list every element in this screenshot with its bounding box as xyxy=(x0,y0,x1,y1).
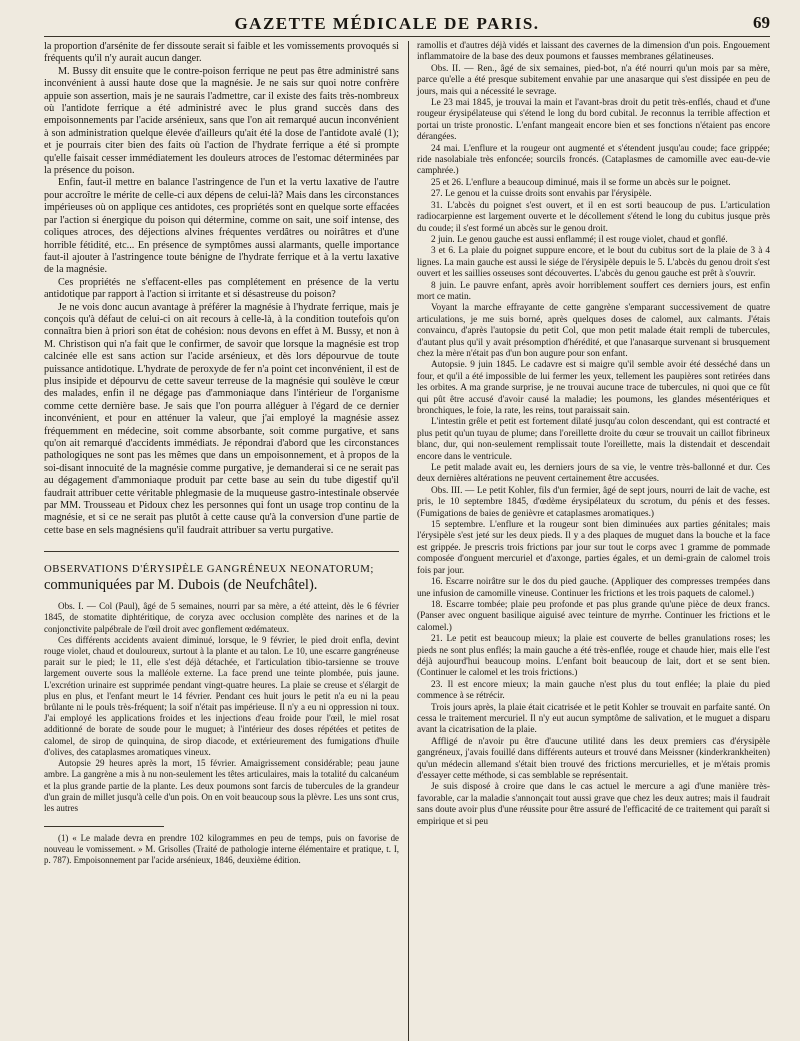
paragraph: Obs. II. — Ren., âgé de six semaines, pied-bot, n'a été nourri qu'un mois par sa mère, parce qu'elle a été presque subitement envahie par une anasarque qui s'est dissipée en peu de jours, mais qui a nécessité le sevrage. xyxy=(417,63,770,97)
left-column xyxy=(44,41,399,866)
paragraph: 23. Il est encore mieux; la main gauche n'est plus du tout enflée; la plaie du pied commence à se rétrécir. xyxy=(417,679,770,702)
paragraph: Ces propriétés ne s'effacent-elles pas complétement en présence de la vertu antidotique par rapport à l'action si irritante et si désastreuse du poison? xyxy=(44,276,399,301)
paragraph: Obs. I. — Col (Paul), âgé de 5 semaines, nourri par sa mère, a été atteint, dès le 6 février 1845, de stomatite diphtéritique, de coryza avec occlusion complète des narines et de la conjonctivite palpébrale de l'œil droit avec gonflement œdémateux. xyxy=(44,601,399,634)
paragraph: 3 et 6. La plaie du poignet suppure encore, et le bout du cubitus sort de la plaie de 3 à 4 lignes. La main gauche est aussi le siége de l'érysipèle depuis le 5. L'abcès du genou droit s'est ouvert et les saillies osseuses sont découvertes. L'abcès du genou gauche est prêt à s'ouvrir. xyxy=(417,246,770,280)
footnote: (1) « Le malade devra en prendre 102 kilogrammes en peu de temps, puis on favorise de nouveau le vomissement. » M. Grisolles (Traité de pathologie interne élémentaire et pratique, t. I, p. 787). Empoisonnement par l'acide arsénieux, 1846, deuxième édition. xyxy=(44,833,399,866)
paragraph: M. Bussy dit ensuite que le contre-poison ferrique ne peut pas être administré sans inconvénient à aussi haute dose que la magnésie. Je ne sais sur quoi notre confrère appuie son assertion, mais je ne saurais l'admettre, car il existe des faits très-nombreux où l'antidote ferrique a été administré avec le plus grand succès dans des empoisonnements par l'acide arsénieux, sans que l'on ait remarqué aucun inconvénient à son administration quelque élevée d'ailleurs qu'ait été la dose de l'antidote avalé (1); et je pourrais citer bien des faits où l'action de l'hydrate ferrique a été si prompte qu'elle faisait cesser immédiatement les douleurs atroces de l'estomac déterminées par la présence du poison. xyxy=(44,65,399,177)
paragraph: 25 et 26. L'enflure a beaucoup diminué, mais il se forme un abcès sur le poignet. xyxy=(431,177,731,188)
paragraph: Trois jours après, la plaie était cicatrisée et le petit Kohler se trouvait en parfaite santé. On cessa le traitement mercuriel. Il n'y eut aucun symptôme de salivation, et le muguet a disparu avant la cicatrisation de la plaie. xyxy=(417,702,770,736)
paragraph: Enfin, faut-il mettre en balance l'astringence de l'un et la vertu laxative de l'autre pour accroître le mérite de celle-ci aux dépens de celui-là? Mais dans les circonstances impérieuses où on applique ces antidotes, ces propriétés sont en quelque sorte effacées par l'action si énergique du poison qui détermine, comme on sait, une soif intense, des coliques atroces, des déjections alvines fréquentes verdâtres ou noirâtres et d'une horrible fétidité, etc... En présence de symptômes aussi alarmants, quelle importance faut-il ajouter à l'astringence toute bénigne de l'hydrate ferrique et à la vertu laxative de la magnésie. xyxy=(44,177,399,276)
paragraph: Autopsie 29 heures après la mort, 15 février. Amaigrissement considérable; peau jaune ambre. La gangrène a mis à nu non-seulement les têtes articulaires, mais la totalité du calcanéum et la plus grande partie de la plante. Les deux poumons sont farcis de tubercules de la grandeur d'un grain de millet jusqu'à celle d'un pois. On en voit beaucoup sous la plèvre. Les uns sont crus, les autres xyxy=(44,758,399,813)
column-divider xyxy=(408,41,409,1041)
page-header xyxy=(44,10,770,37)
page-number: 69 xyxy=(753,13,770,32)
paragraph: 21. Le petit est beaucoup mieux; la plaie est couverte de belles granulations roses; les pieds ne sont plus enflés; la main gauche a été très-enflée, rouge et chaude hier, mais elle l'est déjà aujourd'hui beaucoup moins. L'enfant boit beaucoup de lait, dort et se sent bien. (Continuer le calomel et les trois frictions.) xyxy=(417,634,770,679)
paragraph: 2 juin. Le genou gauche est aussi enflammé; il est rouge violet, chaud et gonflé. xyxy=(431,234,728,245)
journal-title: GAZETTE MÉDICALE DE PARIS. xyxy=(234,14,540,33)
paragraph: Affligé de n'avoir pu être d'aucune utilité dans les deux premiers cas d'érysipèle gangréneux, j'avais fouillé dans différents auteurs et trouvé dans Meissner (kinderkrankheiten) qu'un médecin allemand s'était bien trouvé des frictions mercurielles, et je m'étais promis d'essayer cette méthode, si cas semblable se représentait. xyxy=(417,736,770,781)
paragraph: Le petit malade avait eu, les derniers jours de sa vie, le ventre très-ballonné et dur. Ces deux dernières altérations ne peuvent certainement être accusées. xyxy=(417,463,770,485)
paragraph: 27. Le genou et la cuisse droits sont envahis par l'érysipèle. xyxy=(431,189,652,200)
paragraph: 24 mai. L'enflure et la rougeur ont augmenté et s'étendent jusqu'au coude; face grippée; ride nasolabiale très enfoncée; sourcils froncés. (Cataplasmes de camomille avec eau-de-vie camphrée.) xyxy=(417,143,770,177)
section-title-caps: OBSERVATIONS D'ÉRYSIPÈLE GANGRÉNEUX NEONATORUM; xyxy=(44,563,374,576)
paragraph: ramollis et d'autres déjà vidés et laissant des cavernes de la dimension d'un pois. Engouement inflammatoire de la base des deux poumons et fausses membranes gélatineuses. xyxy=(417,41,770,63)
section-title-rest: communiquées par M. Dubois (de Neufchâtel). xyxy=(44,577,318,594)
paragraph: Autopsie. 9 juin 1845. Le cadavre est si maigre qu'il semble avoir été desséché dans un four, et qu'il a été impossible de lui fermer les yeux, tellement les paupières sont retirées dans les orbites. A ma grande surprise, je ne trouvai aucune trace de tubercules, ni quoi que ce fût qui pût être accusé d'avoir causé la maladie; les poumons, les glandes mésentériques et bronchiques, le foie, la rate, les reins, tout paraissait sain. xyxy=(417,360,770,416)
paragraph: 8 juin. Le pauvre enfant, après avoir horriblement souffert ces derniers jours, est enfin mort ce matin. xyxy=(417,280,770,302)
footnote-divider xyxy=(44,826,164,827)
text-columns xyxy=(44,41,770,1041)
paragraph: Le 23 mai 1845, je trouvai la main et l'avant-bras droit du petit très-enflés, chaud et d'une rougeur érysipélateuse qui s'étend le long du bord cubital. Je reconnus la terrible affection et portai un triste pronostic. L'enfant mangeait encore bien et ses fonctions n'étaient pas encore dérangées. xyxy=(417,98,770,143)
paragraph: 15 septembre. L'enflure et la rougeur sont bien diminuées aux parties génitales; mais l'érysipèle s'est jeté sur les deux pieds. Il y a des plaques de muguet dans la bouche et la face est grippée. Je prescris trois frictions par jour sur tout le corps avec 1 gramme de pommade composée d'onguent mercuriel et d'axonge, parties égales, et un demi-grain de calomel trois fois par jour. xyxy=(417,520,770,576)
paragraph: Je suis disposé à croire que dans le cas actuel le mercure a agi d'une manière très-favorable, car la maladie s'annonçait tout aussi grave que chez les deux autres; mais il faudrait sans doute avoir plus d'une réussite pour être assuré de l'efficacité de ce traitement qui paraît si empirique et si peu xyxy=(417,782,770,827)
paragraph: Obs. III. — Le petit Kohler, fils d'un fermier, âgé de sept jours, nourri de lait de vache, est pris, le 10 septembre 1845, d'œdème érysipélateux du scrotum, du pénis et des fesses. (Fumigations de baies de genièvre et cataplasmes aromatiques.) xyxy=(417,485,770,519)
paragraph: L'intestin grêle et petit est fortement dilaté jusqu'au colon descendant, qui est contracté et plus petit qu'un tuyau de plume; dans l'oreillette droite du cœur se trouvait un caillot fibrineux blanc, dur, qui non-seulement remplissait toute l'oreillette, mais la distendait et descendait encore dans le ventricule. xyxy=(417,417,770,462)
section-title xyxy=(44,551,399,593)
paragraph: 31. L'abcès du poignet s'est ouvert, et il en est sorti beaucoup de pus. L'articulation radiocarpienne est largement ouverte et le décollement s'étend le long du cubitus jusque près du coude; il s'est formé un abcès sur le genou droit. xyxy=(417,200,770,234)
paragraph: la proportion d'arsénite de fer dissoute serait si faible et les vomissements provoqués si fréquents qu'il n'y aurait aucun danger. xyxy=(44,41,399,65)
paragraph: 18. Escarre tombée; plaie peu profonde et pas plus grande qu'une pièce de deux francs. (Panser avec onguent basilique aiguisé avec teinture de myrrhe. Continuer les frictions et le calomel.) xyxy=(417,599,770,633)
paragraph: Je ne vois donc aucun avantage à préférer la magnésie à l'hydrate ferrique, mais je conçois qu'à défaut de celui-ci on ait recours à celle-là, à la condition toutefois qu'on connaîtra bien à priori son état de cohésion: nous devons en effet à M. Bussy, et non à M. Christison qui n'a fait que le confirmer, de savoir que lorsque la magnésie est trop calcinée elle est sans action sur l'acide arsénieux, et dès lors dépourvue de toute puissance antidotique. L'hydrate de peroxyde de fer n'a point cet inconvénient, il est de plus insipide et dépourvu de cette saveur terreuse de la magnésie qui soulève le cœur des malades, enfin il ne dégage pas d'ammoniaque dans l'intérieur de l'organisme comme cette dernière base. Je sais que l'on pourra alléguer à l'égard de ce dernier inconvénient, et pour en atténuer la valeur, que j'ai employé la magnésie assez fréquemment en médecine, soit comme absorbante, soit comme purgative, et sans qu'on ait remarqué d'accidents immédiats. Je répondrai d'abord que les circonstances pathologiques ne sont pas les mêmes que dans un empoisonnement, et à propos de la soi-disant innocuité de la magnésie comme purgative, je demanderai si ce ne serait pas au dégagement d'ammoniaque produit par cette base au sein du tube digestif qu'il faudrait attribuer cette véritable phlegmasie de la muqueuse gastro-intestinale observée par MM. Trousseau et Pidoux chez les personnes qui font un usage trop continu de la magnésie, et si ce ne serait pas plutôt à cette cause qu'à la conversion d'une partie de cette base en sels magnésiens qu'il faudrait attribuer sa vertu purgative. xyxy=(44,301,400,536)
right-column xyxy=(417,41,770,828)
paragraph: 16. Escarre noirâtre sur le dos du pied gauche. (Appliquer des compresses trempées dans une infusion de camomille vineuse. Continuer les frictions et les trois paquets de calomel.) xyxy=(417,577,770,599)
paragraph: Ces différents accidents avaient diminué, lorsque, le 9 février, le pied droit enfla, devint rouge violet, chaud et douloureux, surtout à la plante et au talon. Le 10, une escarre gangréneuse parait sur le pied; le 11, elle s'est déjà détachée, et l'articulation tibio-tarsienne se trouve largement ouverte sous la malléole externe. La face prend une teinte plombée, puis jaune. L'excrétion urinaire est supprimée pendant vingt-quatre heures. La plaie se creuse et s'élargit de plus en plus, et l'enfant meurt le 14 février. Pendant ces huit jours le petit n'a eu ni la peau brûlante ni le pouls très-fréquent; la soif n'était pas impérieuse. Il n'y a eu ni oppression ni toux. J'ai employé les applications froides et les injections d'eau froide pour l'œil, le miel rosat additionné de borate de soude pour le muguet; à l'intérieur des doses répétées et petites de calomel, de sirop de quinquina, de sirop diacode, et extérieurement des fumigations d'huile d'olives, des cataplasmes aromatiques vineux. xyxy=(44,634,399,757)
paragraph: Voyant la marche effrayante de cette gangrène s'emparant successivement de quatre articulations, je me suis borné, après quelques doses de calomel, aux calmants. J'étais convaincu, d'après l'autopsie du petit Col, que mon petit malade était rempli de tubercules, d'autant plus qu'il y avait présomption d'hérédité, et que l'anasarque survenant si brusquement chez la mère n'était pas d'un bon augure pour son enfant. xyxy=(417,303,770,359)
